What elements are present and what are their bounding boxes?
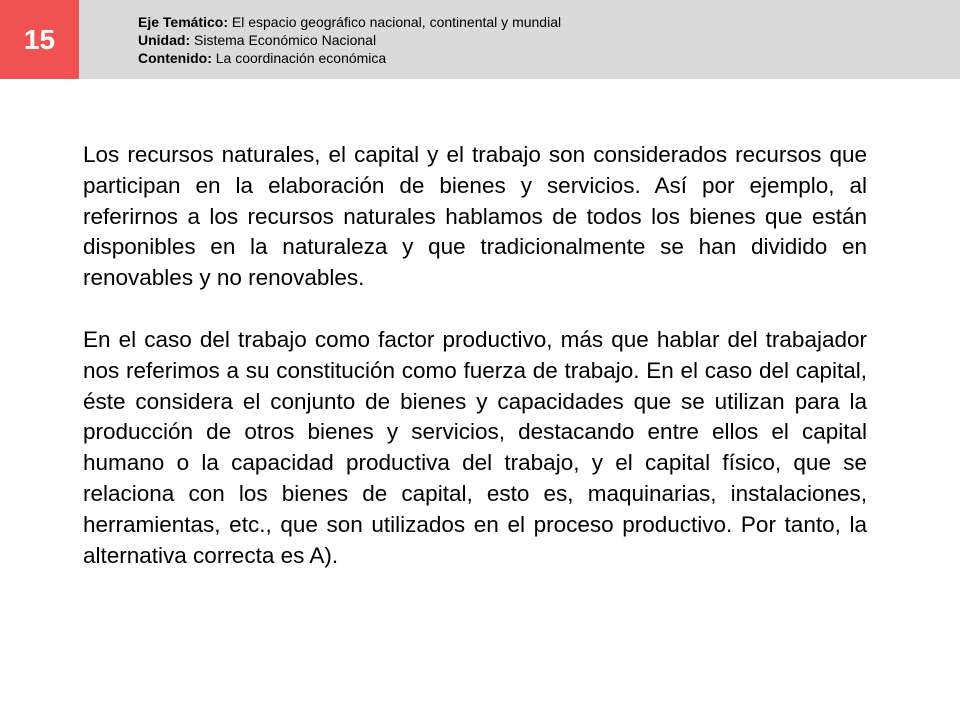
eje-tematico-line bbox=[138, 13, 561, 31]
header-bar bbox=[0, 0, 960, 79]
body-text bbox=[83, 140, 867, 571]
contenido-label: Contenido: bbox=[138, 50, 212, 66]
unidad-label: Unidad: bbox=[138, 32, 191, 48]
topic-metadata bbox=[138, 13, 561, 67]
contenido-line bbox=[138, 49, 561, 67]
slide-number-badge bbox=[0, 0, 79, 79]
slide-number: 15 bbox=[23, 23, 56, 55]
paragraph-recursos: Los recursos naturales, el capital y el trabajo son considerados recursos que participan en la elaboración de bienes y servicios. Así por ejemplo, al referirnos a los recursos naturales hablamos de todos los bienes que están disponibles en la naturaleza y que tradicionalmente se han dividido en renovables y no renovables. bbox=[83, 142, 867, 291]
paragraph-trabajo-capital: En el caso del trabajo como factor productivo, más que hablar del trabajador nos referimos a su constitución como fuerza de trabajo. En el caso del capital, éste considera el conjunto de bienes y capacidades que se utilizan para la producción de otros bienes y servicios, destacando entre ellos el capital humano o la capacidad productiva del trabajo, y el capital físico, que se relaciona con los bienes de capital, esto es, maquinarias, instalaciones, herramientas, etc., que son utilizados en el proceso productivo. Por tanto, la alternativa correcta es A). bbox=[83, 326, 867, 568]
unidad-value: Sistema Económico Nacional bbox=[190, 32, 377, 48]
eje-tematico-label: Eje Temático: bbox=[138, 14, 228, 30]
contenido-value: La coordinación económica bbox=[211, 50, 387, 66]
eje-tematico-value: El espacio geográfico nacional, continental y mundial bbox=[228, 14, 562, 30]
unidad-line bbox=[138, 31, 561, 49]
